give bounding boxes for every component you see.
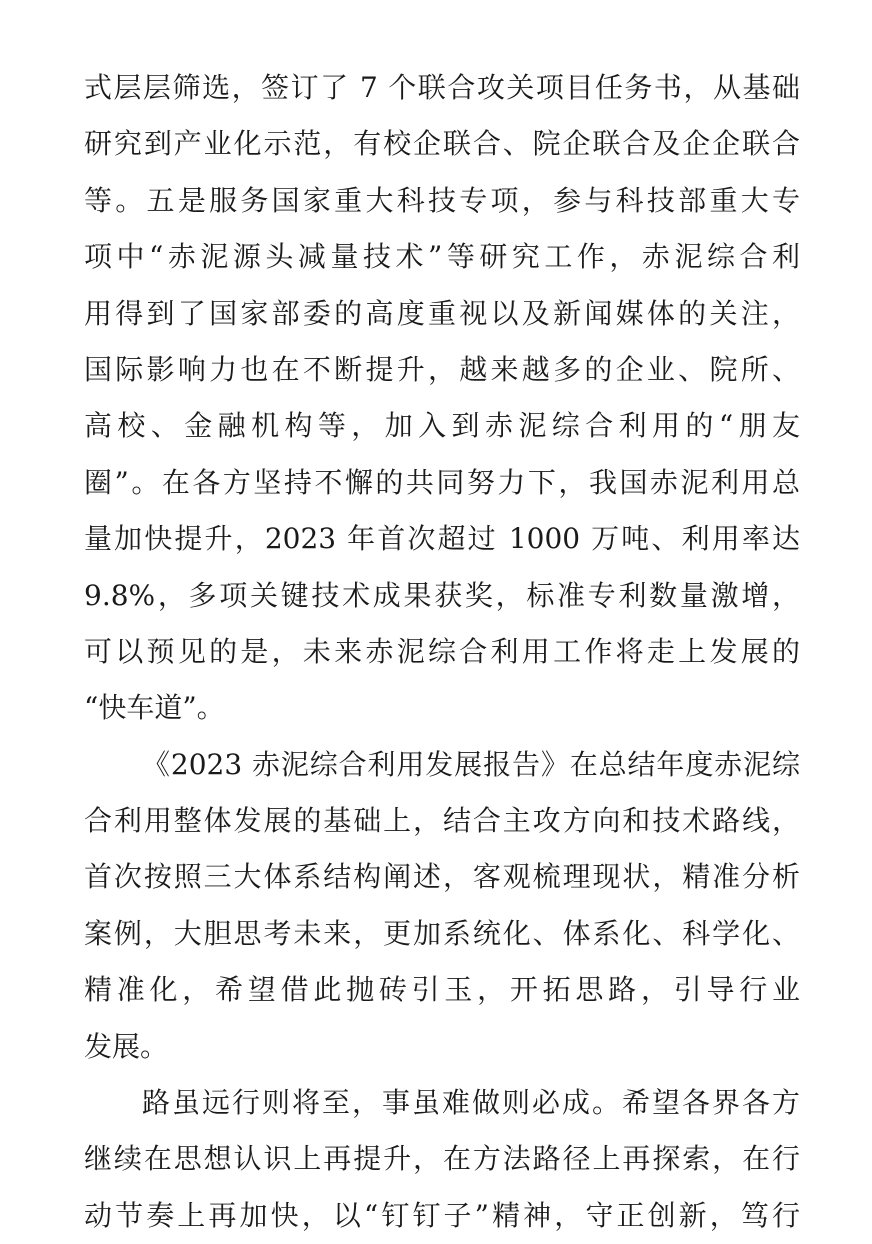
text-line: 继续在思想认识上再提升，在方法路径上再探索，在行 [84,1142,800,1176]
text-line: 9.8%，多项关键技术成果获奖，标准专利数量激增， [84,578,800,612]
text-line: 圈”。在各方坚持不懈的共同努力下，我国赤泥利用总 [84,465,800,499]
text-line: 高校、金融机构等，加入到赤泥综合利用的“朋友 [84,409,800,443]
text-line: 研究到产业化示范，有校企联合、院企联合及企企联合 [84,127,800,161]
text-line: 项中“赤泥源头减量技术”等研究工作，赤泥综合利 [84,240,800,274]
text-line: 等。五是服务国家重大科技专项，参与科技部重大专 [84,183,800,217]
paragraph-3 [84,1075,800,1244]
text-line: 国际影响力也在不断提升，越来越多的企业、院所、 [84,352,800,386]
text-line: 《2023 赤泥综合利用发展报告》在总结年度赤泥综 [142,747,800,781]
text-line: 式层层筛选，签订了 7 个联合攻关项目任务书，从基础 [84,71,800,104]
text-line: 合利用整体发展的基础上，结合主攻方向和技术路线， [84,804,800,838]
text-line: 发展。 [84,1029,169,1063]
text-line: 用得到了国家部委的高度重视以及新闻媒体的关注， [84,296,800,330]
text-line: 案例，大胆思考未来，更加系统化、体系化、科学化、 [84,916,800,950]
text-line: 精准化，希望借此抛砖引玉，开拓思路，引导行业 [84,973,800,1007]
text-line: 路虽远行则将至，事虽难做则必成。希望各界各方 [142,1086,800,1120]
paragraph-1 [84,60,800,737]
text-line: “快车道”。 [84,691,225,725]
text-line: 量加快提升，2023 年首次超过 1000 万吨、利用率达 [84,522,800,556]
body-text [84,60,800,1244]
text-line: 动节奏上再加快，以“钉钉子”精神，守正创新，笃行 [84,1198,800,1232]
paragraph-2 [84,737,800,1075]
text-line: 首次按照三大体系结构阐述，客观梳理现状，精准分析 [84,860,800,894]
text-line: 可以预见的是，未来赤泥综合利用工作将走上发展的 [84,634,800,668]
